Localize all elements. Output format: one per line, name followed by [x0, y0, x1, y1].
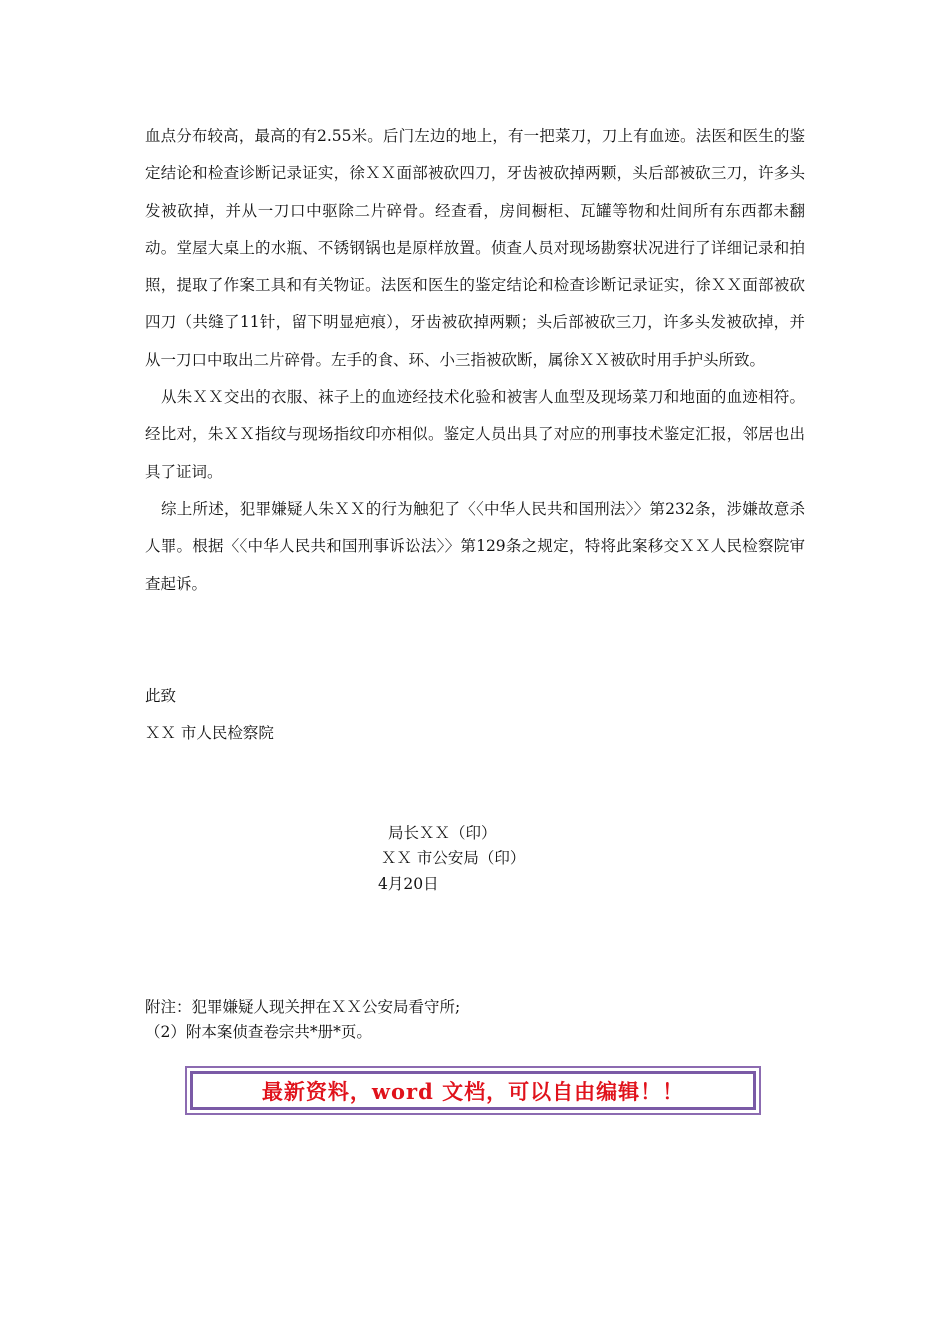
- note-line-1: 附注：犯罪嫌疑人现关押在ＸＸ公安局看守所;: [145, 998, 461, 1016]
- paragraph-conclusion: 综上所述，犯罪嫌疑人朱ＸＸ的行为触犯了〈〈中华人民共和国刑法〉〉第232条，涉嫌故意杀人罪。根据〈〈中华人民共和国刑事诉讼法〉〉第129条之规定，特将此案移交ＸＸ人民检察院审查起诉。: [145, 499, 805, 593]
- note-line-2: （2）附本案侦查卷宗共*册*页。: [145, 1023, 372, 1041]
- promo-banner: [185, 1066, 761, 1115]
- recipient-line: ＸＸ 市人民检察院: [145, 724, 274, 742]
- signature-date: 4月20日: [378, 875, 439, 893]
- promo-banner-text: 最新资料，word 文档，可以自由编辑！！: [190, 1071, 756, 1110]
- paragraph-evidence-scene: 血点分布较高，最高的有2.55米。后门左边的地上，有一把菜刀，刀上有血迹。法医和医生的鉴定结论和检查诊断记录证实，徐ＸＸ面部被砍四刀，牙齿被砍掉两颗，头后部被砍三刀，许多头发被砍掉，并从一刀口中驱除二片碎骨。经查看，房间橱柜、瓦罐等物和灶间所有东西都未翻动。堂屋大桌上的水瓶、不锈钢锅也是原样放置。侦查人员对现场勘察状况进行了详细记录和拍照，提取了作案工具和有关物证。法医和医生的鉴定结论和检查诊断记录证实，徐ＸＸ面部被砍四刀（共缝了11针，留下明显疤痕），牙齿被砍掉两颗；头后部被砍三刀，许多头发被砍掉，并从一刀口中取出二片碎骨。左手的食、环、小三指被砍断，属徐ＸＸ被砍时用手护头所致。: [145, 127, 805, 369]
- paragraph-forensic-match: 从朱ＸＸ交出的衣服、袜子上的血迹经技术化验和被害人血型及现场菜刀和地面的血迹相符。经比对，朱ＸＸ指纹与现场指纹印亦相似。鉴定人员出具了对应的刑事技术鉴定汇报，邻居也出具了证词。: [145, 388, 805, 481]
- signature-bureau: ＸＸ 市公安局（印）: [381, 849, 526, 867]
- document-body: [145, 118, 805, 603]
- signature-chief: 局长ＸＸ（印）: [388, 824, 497, 842]
- salutation-line: 此致: [145, 687, 177, 705]
